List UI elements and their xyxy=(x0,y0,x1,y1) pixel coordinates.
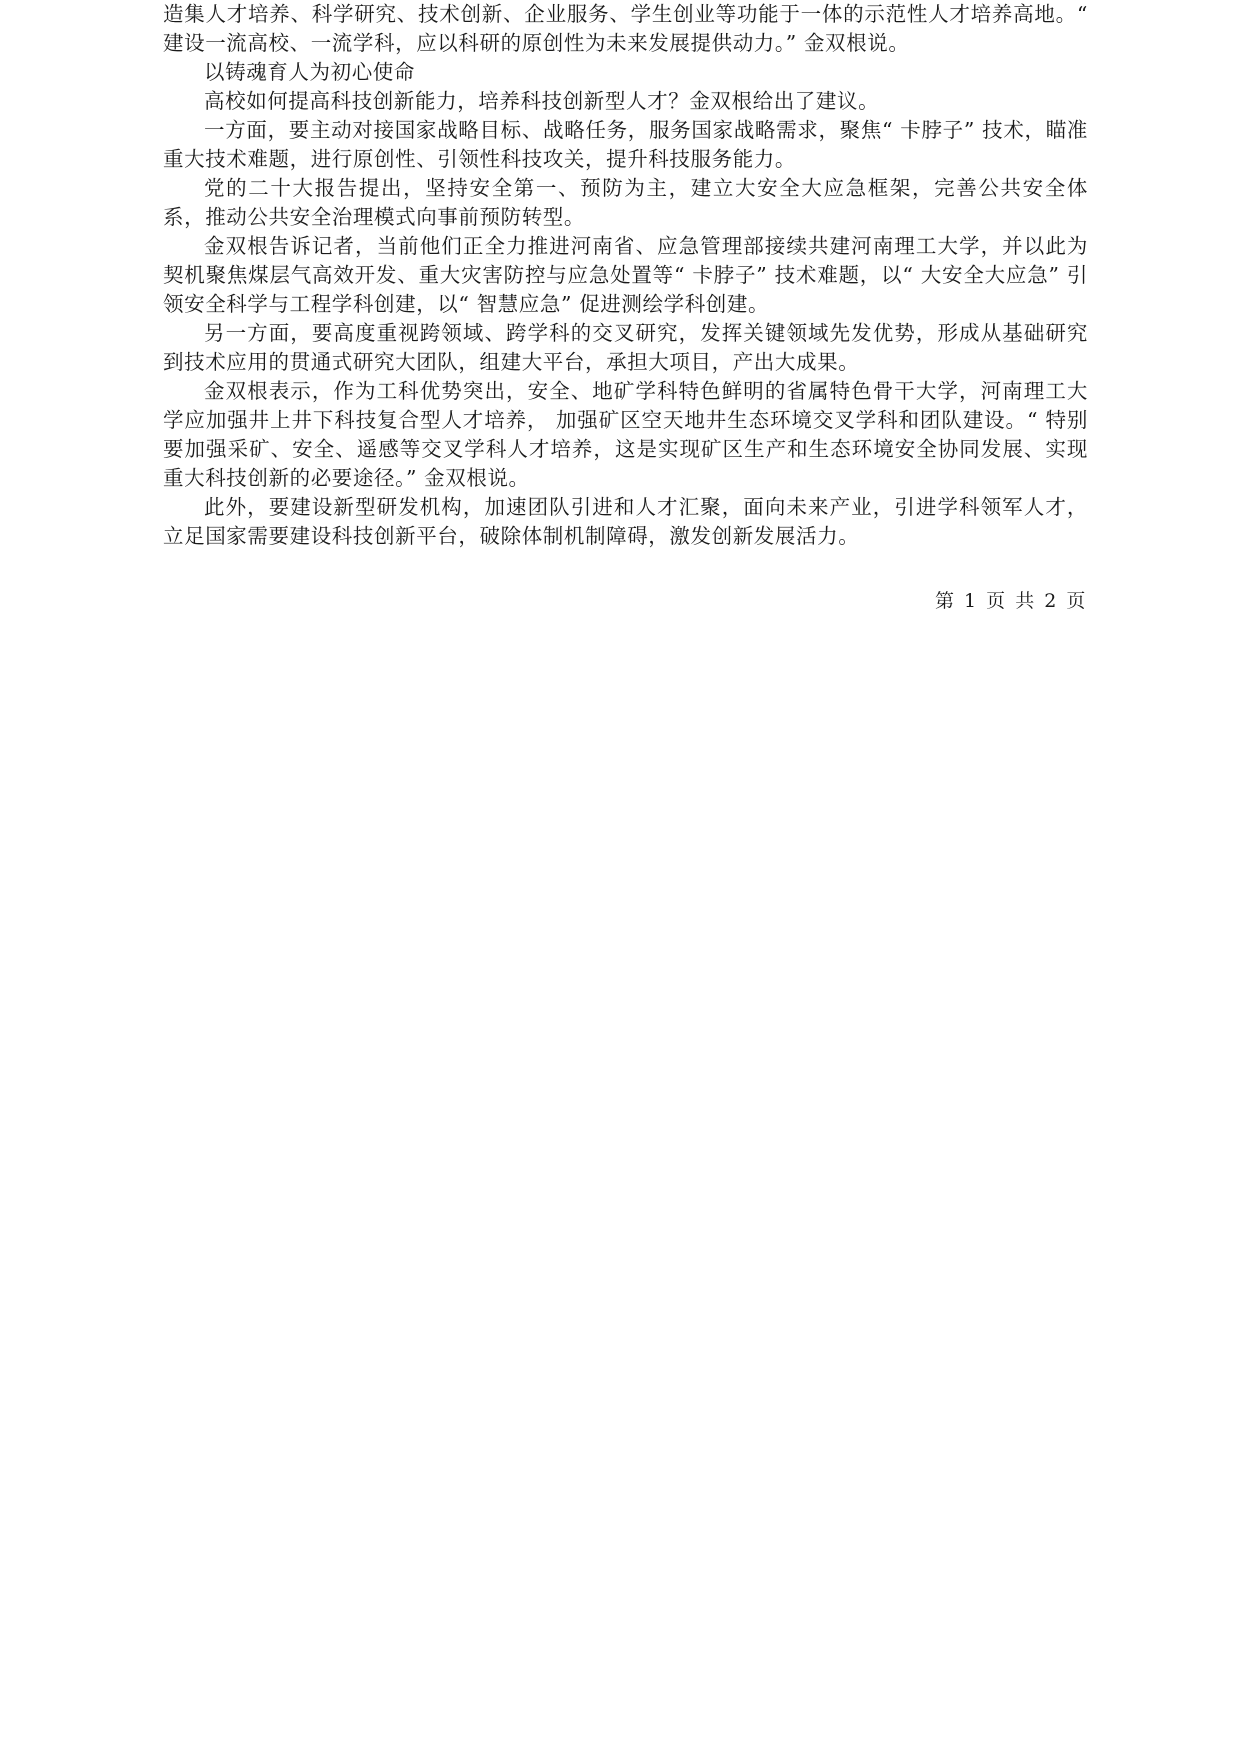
paragraph: 金双根表示，作为工科优势突出，安全、地矿学科特色鲜明的省属特色骨干大学，河南理工大学应加强井上井下科技复合型人才培养， 加强矿区空天地井生态环境交叉学科和团队建设。“ 特别要加强采矿、安全、遥感等交叉学科人才培养，这是实现矿区生产和生态环境安全协同发展、实现重大科技创新的必要途径。” 金双根说。 xyxy=(163,379,1088,490)
section-heading: 以铸魂育人为初心使命 xyxy=(204,60,415,84)
paragraph: 高校如何提高科技创新能力，培养科技创新型人才？金双根给出了建议。 xyxy=(204,89,880,113)
paragraph-continuation: 造集人才培养、科学研究、技术创新、企业服务、学生创业等功能于一体的示范性人才培养高地。“ 建设一流高校、一流学科，应以科研的原创性为未来发展提供动力。” 金双根说。 xyxy=(163,2,1088,55)
paragraph: 一方面，要主动对接国家战略目标、战略任务，服务国家战略需求，聚焦“ 卡脖子” 技术，瞄准重大技术难题，进行原创性、引领性科技攻关，提升科技服务能力。 xyxy=(163,118,1088,171)
paragraph: 另一方面，要高度重视跨领域、跨学科的交叉研究，发挥关键领域先发优势，形成从基础研究到技术应用的贯通式研究大团队，组建大平台，承担大项目，产出大成果。 xyxy=(163,321,1088,374)
paragraph: 党的二十大报告提出，坚持安全第一、预防为主，建立大安全大应急框架，完善公共安全体系，推动公共安全治理模式向事前预防转型。 xyxy=(163,176,1088,229)
page-number-footer: 第 1 页 共 2 页 xyxy=(935,590,1088,612)
paragraph: 金双根告诉记者，当前他们正全力推进河南省、应急管理部接续共建河南理工大学，并以此为契机聚焦煤层气高效开发、重大灾害防控与应急处置等“ 卡脖子” 技术难题，以“ 大安全大应急” 引领安全科学与工程学科创建，以“ 智慧应急” 促进测绘学科创建。 xyxy=(163,234,1088,316)
paragraph: 此外，要建设新型研发机构，加速团队引进和人才汇聚，面向未来产业，引进学科领军人才，立足国家需要建设科技创新平台，破除体制机制障碍，激发创新发展活力。 xyxy=(163,495,1088,548)
article-body xyxy=(163,0,1088,551)
